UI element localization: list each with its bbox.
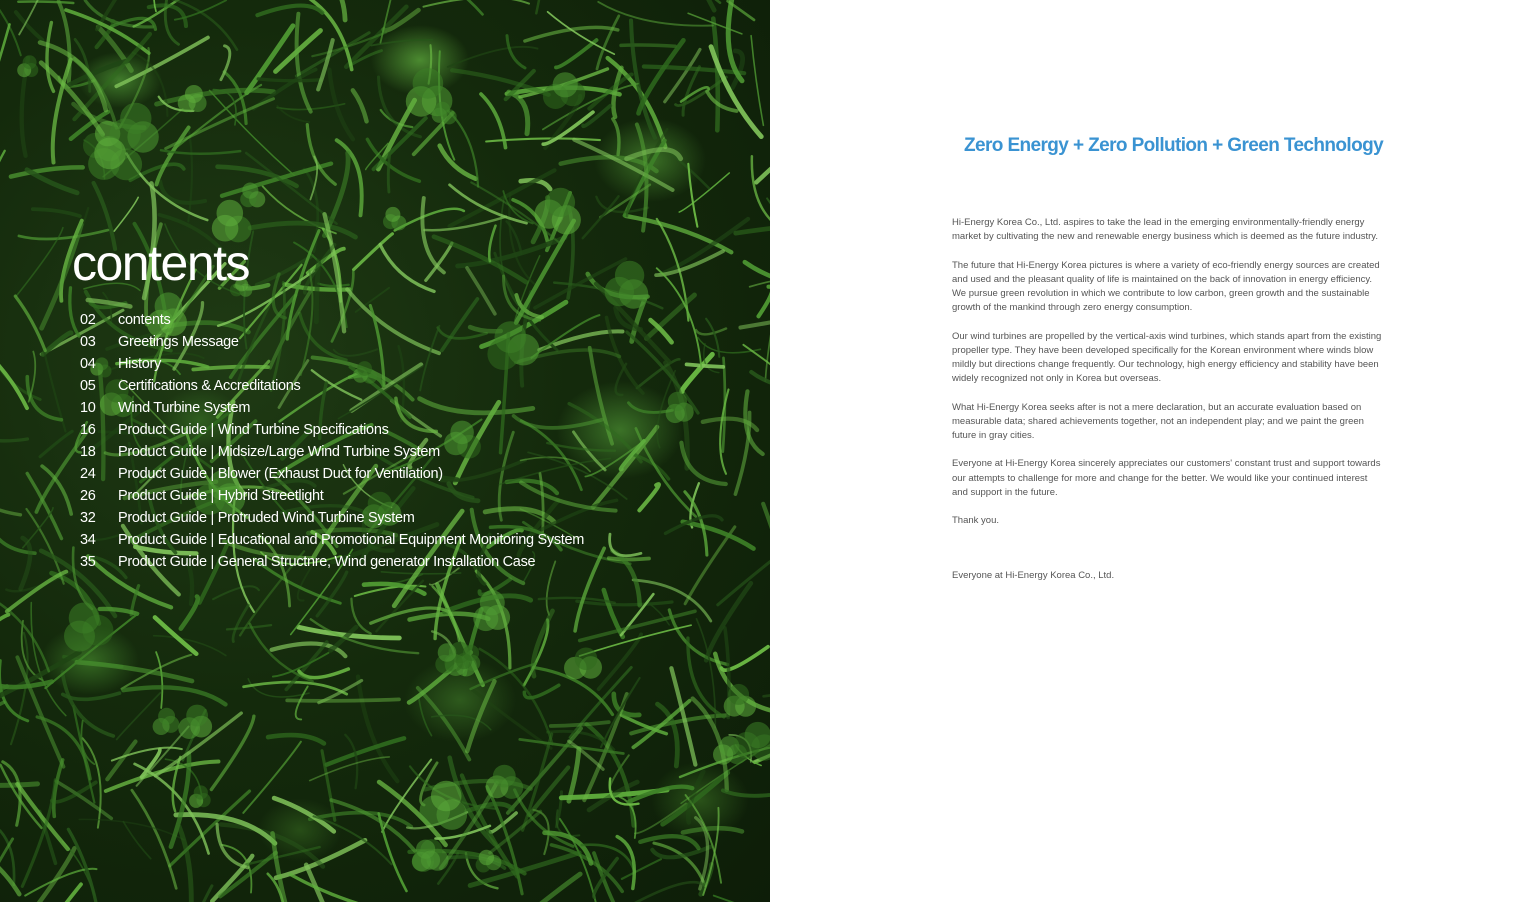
toc-label: Product Guide | Educational and Promotional Equipment Monitoring System	[118, 532, 585, 548]
grass-blade	[176, 815, 275, 844]
grass-blade	[123, 687, 225, 704]
grass-blade	[713, 19, 718, 131]
grass-blade	[723, 785, 770, 796]
paragraph: Hi-Energy Korea Co., Ltd. aspires to take the lead in the emerging environmentally-friendly energy market by cultivating the new and renewable energy business which is deemed as the future industry.	[952, 217, 1378, 243]
clover-leaf	[666, 392, 694, 423]
grass-blade	[243, 742, 301, 813]
grass-blade	[291, 875, 390, 902]
grass-blade	[756, 146, 770, 182]
toc-label: Product Guide | Midsize/Large Wind Turbine System	[118, 444, 440, 460]
grass-blade	[683, 522, 754, 549]
grass-blade	[297, 14, 311, 112]
grass-blade	[639, 40, 684, 113]
grass-blade	[367, 139, 419, 181]
toc-label: Product Guide | Protruded Wind Turbine System	[118, 510, 415, 526]
toc-page-number: 26	[80, 488, 96, 504]
grass-blade	[679, 173, 729, 212]
grass-blade	[77, 662, 192, 681]
grass-blade	[509, 92, 528, 134]
toc-page-number: 04	[80, 356, 96, 372]
grass-blade	[752, 156, 770, 220]
grass-blade	[750, 276, 770, 286]
toc-item-wind-turbine-system[interactable]	[80, 400, 584, 422]
clover-leaf	[189, 785, 211, 808]
toc-page-number: 24	[80, 466, 96, 482]
toc-label: Greetings Message	[118, 334, 239, 350]
grass-blade	[0, 339, 40, 400]
grass-blade	[551, 722, 609, 726]
toc-page-number: 35	[80, 554, 96, 570]
clover-leaf	[383, 207, 406, 231]
grass-blade	[696, 329, 726, 335]
grass-blade	[622, 859, 661, 879]
toc-label: Wind Turbine System	[118, 400, 251, 416]
clover-leaf	[486, 765, 524, 799]
toc-item-midsize-large-wind-turbine[interactable]	[80, 444, 584, 466]
grass-blade	[268, 735, 324, 743]
grass-blade	[0, 480, 20, 514]
grass-blade	[250, 223, 355, 237]
toc-page-number: 16	[80, 422, 96, 438]
grass-blade	[33, 209, 80, 216]
toc-item-history[interactable]	[80, 356, 584, 378]
grass-blade	[629, 403, 673, 413]
grass-blade	[331, 800, 415, 851]
grass-blade	[467, 681, 494, 751]
toc-item-greetings-message[interactable]	[80, 334, 584, 356]
toc-label: Product Guide | General Structnre, Wind generator Installation Case	[118, 554, 536, 570]
grass-blade	[426, 243, 452, 280]
grass-blade	[452, 70, 548, 94]
grass-blade	[682, 354, 712, 391]
grass-blade	[19, 0, 49, 35]
grass-blade	[0, 615, 9, 632]
toc-page-number: 03	[80, 334, 96, 350]
grass-blade	[580, 625, 692, 656]
grass-blade	[211, 716, 254, 789]
grass-blade	[759, 287, 771, 317]
paragraph: The future that Hi-Energy Korea pictures is where a variety of eco-friendly energy sources are created and used and the pleasant quality of life is maintained on the back of innovation in energy efficiency. We pursue green revolution in which we contribute to low carbon, green growth and the sustainable growth of the mankind through zero energy consumption.	[952, 259, 1380, 314]
grass-blade	[18, 2, 73, 3]
signature: Everyone at Hi-Energy Korea Co., Ltd.	[952, 570, 1115, 581]
grass-blade	[132, 790, 176, 888]
toc-label: contents	[118, 312, 171, 328]
contents-title: contents	[72, 235, 250, 291]
grass-blade	[79, 819, 184, 839]
grass-blade	[210, 90, 295, 175]
toc-item-blower[interactable]	[80, 466, 584, 488]
grass-blade	[213, 586, 259, 599]
right-page-greetings	[770, 0, 1536, 902]
grass-blade	[613, 119, 619, 154]
closing-thanks: Thank you.	[952, 515, 999, 527]
toc-label: History	[118, 356, 162, 372]
grass-blade	[0, 417, 27, 441]
grass-blade	[657, 0, 715, 10]
grass-blade	[354, 234, 393, 270]
toc-item-hybrid-streetlight[interactable]	[80, 488, 584, 510]
toc-label: Product Guide | Wind Turbine Specifications	[118, 422, 389, 438]
grass-blade	[0, 702, 4, 751]
grass-blade	[3, 762, 20, 826]
paragraph: Everyone at Hi-Energy Korea sincerely appreciates our customers' constant trust and support towards our attempts to challenge for more and change for the better. We would like your continued interest and support in the future.	[952, 458, 1381, 498]
toc-page-number: 02	[80, 312, 96, 328]
toc-page-number: 32	[80, 510, 96, 526]
grass-blade	[507, 36, 525, 68]
toc-item-monitoring-system[interactable]	[80, 532, 584, 554]
grass-blade	[116, 38, 208, 87]
clover-leaf	[733, 722, 770, 761]
toc-page-number: 10	[80, 400, 96, 416]
grass-blade	[594, 853, 622, 902]
grass-blade	[631, 21, 655, 138]
grass-blade	[471, 689, 551, 748]
table-of-contents	[80, 312, 584, 576]
grass-blade	[669, 610, 727, 665]
clover-leaf	[543, 72, 585, 109]
grass-blade	[0, 24, 10, 105]
grass-blade	[652, 847, 710, 858]
grass-blade	[609, 558, 649, 559]
grass-blade	[11, 167, 83, 176]
grass-blade	[627, 332, 698, 413]
grass-blade	[714, 896, 770, 902]
grass-blade	[0, 151, 5, 185]
grass-blade	[561, 157, 657, 171]
grass-blade	[632, 882, 704, 902]
grass-blade	[70, 288, 79, 336]
grass-blade	[15, 296, 45, 351]
grass-blade	[388, 153, 389, 192]
grass-blade	[258, 79, 321, 81]
toc-item-installation-case[interactable]	[80, 554, 584, 576]
grass-blade	[639, 484, 659, 510]
grass-blade	[276, 840, 365, 878]
grass-blade	[448, 47, 538, 67]
grass-blade	[745, 262, 770, 290]
toc-label: Certifications & Accreditations	[118, 378, 301, 394]
grass-blade	[157, 128, 189, 185]
clover-leaf	[178, 705, 212, 739]
toc-label: Product Guide | Blower (Exhaust Duct for Ventilation)	[118, 466, 443, 482]
grass-blade	[177, 886, 212, 902]
grass-blade	[179, 827, 191, 902]
grass-blade	[751, 372, 770, 390]
grass-blade	[683, 828, 742, 832]
toc-item-protruded-wind-turbine[interactable]	[80, 510, 584, 532]
grass-blade	[296, 687, 308, 720]
clover-leaf	[17, 55, 38, 77]
grass-blade	[123, 822, 150, 859]
grass-blade	[621, 45, 675, 46]
paragraph: What Hi-Energy Korea seeks after is not a mere declaration, but an accurate evaluation based on measurable data; shared achievements together, not an independent play; and we paint the green future in gray cities.	[952, 401, 1364, 441]
grass-blade	[287, 699, 399, 700]
grass-blade	[47, 23, 54, 92]
grass-blade	[741, 307, 771, 328]
grass-blade	[353, 90, 367, 121]
clover-leaf	[178, 85, 207, 112]
grass-blade	[0, 326, 27, 408]
grass-blade	[577, 601, 672, 605]
clover-leaf	[240, 183, 265, 208]
toc-page-number: 34	[80, 532, 96, 548]
grass-blade	[574, 140, 672, 190]
paragraph: Our wind turbines are propelled by the vertical-axis wind turbines, which stands apart from the existing propeller type. They have been developed specifically for the Korean environment where winds blow mildly but directions change frequently. Our technology, high energy efficiency and stability have been widely recognized not only in Korea but overseas.	[952, 330, 1382, 385]
grass-blade	[560, 819, 599, 902]
grass-blade	[345, 735, 357, 788]
grass-blade	[536, 0, 554, 13]
headline: Zero Energy + Zero Pollution + Green Technology	[964, 135, 1384, 156]
grass-blade	[156, 652, 162, 708]
grass-blade	[307, 125, 335, 185]
clover-leaf	[153, 708, 180, 735]
grass-blade	[217, 824, 248, 868]
toc-item-contents[interactable]	[80, 312, 584, 334]
grass-blade	[440, 146, 476, 179]
grass-blade	[569, 749, 579, 801]
grass-blade	[687, 364, 724, 367]
grass-blade	[685, 527, 735, 604]
clover-leaf	[564, 648, 602, 680]
grass-blade	[227, 625, 271, 629]
grass-blade	[626, 216, 731, 252]
grass-blade	[188, 127, 192, 221]
grass-blade	[610, 534, 641, 556]
greeting-body	[952, 216, 1382, 543]
toc-page-number: 05	[80, 378, 96, 394]
grass-blade	[657, 268, 702, 367]
grass-blade	[62, 672, 113, 736]
toc-item-certifications[interactable]	[80, 378, 584, 400]
toc-label: Product Guide | Hybrid Streetlight	[118, 488, 324, 504]
grass-blade	[0, 828, 19, 895]
grass-blade	[490, 811, 541, 852]
grass-blade	[27, 170, 77, 193]
grass-blade	[751, 36, 763, 126]
grass-blade	[68, 829, 98, 902]
grass-blade	[358, 677, 397, 782]
grass-blade	[299, 669, 348, 678]
grass-blade	[257, 6, 322, 16]
grass-blade	[43, 333, 71, 355]
grass-blade	[635, 803, 686, 833]
grass-blade	[330, 627, 356, 650]
grass-blade	[556, 40, 597, 67]
grass-blade	[569, 741, 603, 769]
toc-item-wind-turbine-specifications[interactable]	[80, 422, 584, 444]
grass-blade	[310, 757, 390, 781]
grass-blade	[117, 693, 161, 740]
grass-blade	[40, 431, 72, 456]
toc-page-number: 18	[80, 444, 96, 460]
